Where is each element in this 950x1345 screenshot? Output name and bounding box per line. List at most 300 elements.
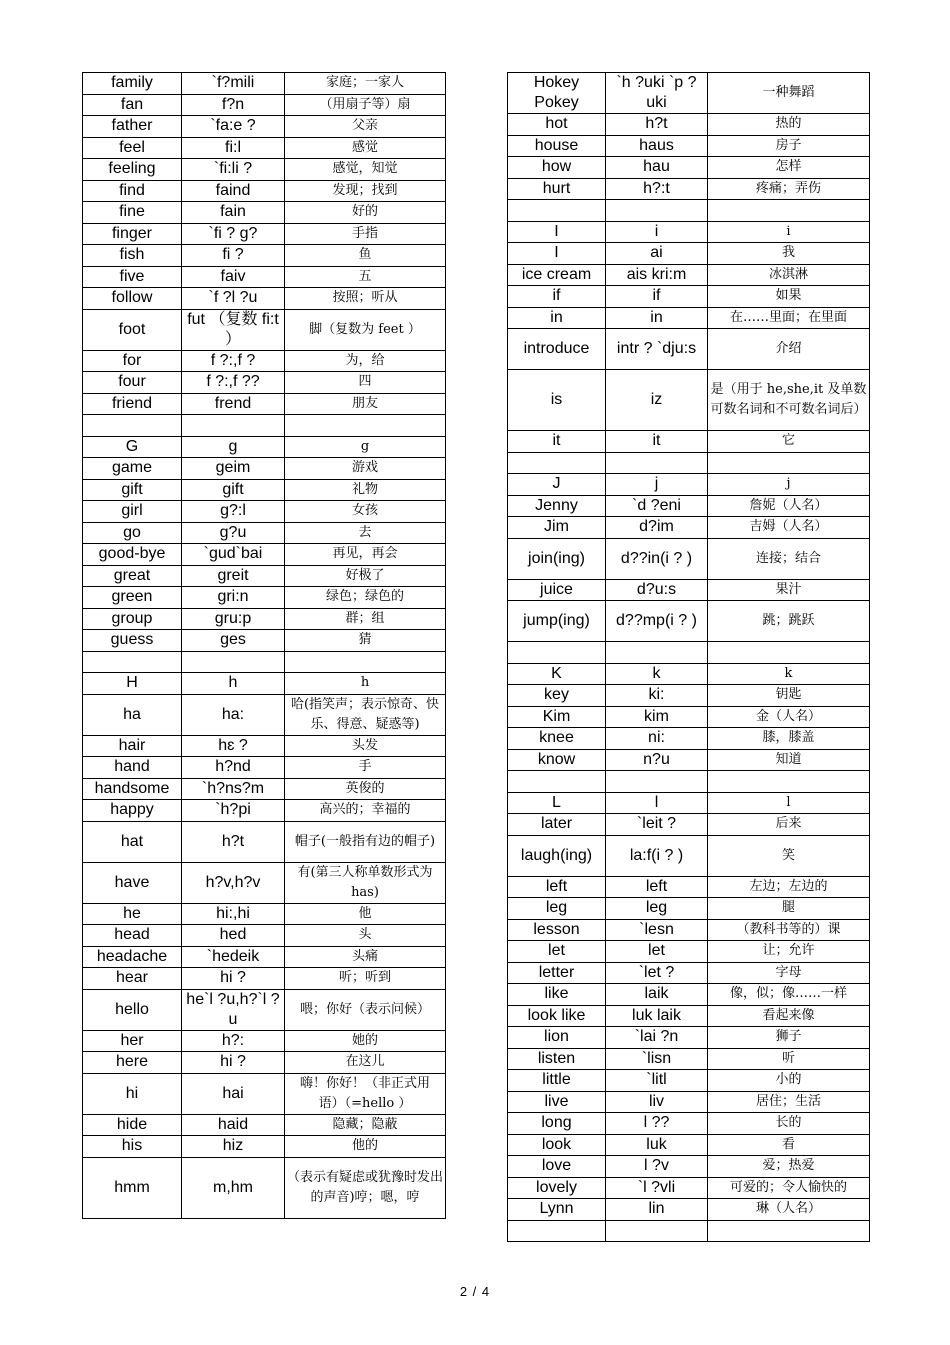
word-cell: hair <box>83 735 182 757</box>
word-cell: look like <box>508 1005 606 1027</box>
meaning-cell: 琳（人名） <box>708 1199 870 1221</box>
table-row <box>83 245 446 267</box>
word-cell: how <box>508 157 606 179</box>
word-cell <box>508 1220 606 1242</box>
word-cell: Lynn <box>508 1199 606 1221</box>
phonetic-cell: geim <box>182 458 285 480</box>
table-row <box>83 266 446 288</box>
phonetic-cell: `h?ns?m <box>182 778 285 800</box>
meaning-cell: 腿 <box>708 898 870 920</box>
phonetic-cell: haus <box>606 135 708 157</box>
table-row <box>508 1048 870 1070</box>
phonetic-cell: k <box>606 663 708 685</box>
table-row <box>83 393 446 415</box>
meaning-cell: 手指 <box>285 223 446 245</box>
phonetic-cell <box>606 200 708 222</box>
meaning-cell <box>708 200 870 222</box>
meaning-cell: 好的 <box>285 202 446 224</box>
meaning-cell: 为，给 <box>285 350 446 372</box>
phonetic-cell: `lisn <box>606 1048 708 1070</box>
meaning-cell: 看起来像 <box>708 1005 870 1027</box>
phonetic-cell: d?im <box>606 517 708 539</box>
table-row <box>508 1156 870 1178</box>
table-row <box>83 565 446 587</box>
meaning-cell: 感觉，知觉 <box>285 159 446 181</box>
table-row <box>83 757 446 779</box>
meaning-cell: 疼痛；弄伤 <box>708 178 870 200</box>
table-row <box>508 749 870 771</box>
word-cell: hello <box>83 989 182 1030</box>
phonetic-cell: `l ?vli <box>606 1177 708 1199</box>
meaning-cell: 他 <box>285 903 446 925</box>
phonetic-cell: let <box>606 941 708 963</box>
table-row <box>83 458 446 480</box>
table-row <box>83 1136 446 1158</box>
meaning-cell: 礼物 <box>285 479 446 501</box>
phonetic-cell: l ?v <box>606 1156 708 1178</box>
phonetic-cell: l ?? <box>606 1113 708 1135</box>
meaning-cell: 怎样 <box>708 157 870 179</box>
word-cell: great <box>83 565 182 587</box>
table-row <box>83 73 446 95</box>
table-row <box>508 898 870 920</box>
phonetic-cell: if <box>606 286 708 308</box>
phonetic-cell: g?u <box>182 522 285 544</box>
meaning-cell: 按照；听从 <box>285 288 446 310</box>
word-cell: juice <box>508 579 606 601</box>
meaning-cell: k <box>708 663 870 685</box>
meaning-cell: 钥匙 <box>708 685 870 707</box>
vocab-table-left <box>82 72 446 1219</box>
table-row <box>508 1134 870 1156</box>
phonetic-cell <box>606 771 708 793</box>
table-row <box>83 202 446 224</box>
table-row <box>508 1005 870 1027</box>
table-row <box>83 372 446 394</box>
phonetic-cell: ges <box>182 630 285 652</box>
meaning-cell: 绿色；绿色的 <box>285 587 446 609</box>
word-cell: laugh(ing) <box>508 835 606 876</box>
phonetic-cell: `f ?l ?u <box>182 288 285 310</box>
phonetic-cell: hi:,hi <box>182 903 285 925</box>
table-row <box>83 479 446 501</box>
table-row <box>83 862 446 903</box>
table-row <box>83 436 446 458</box>
table-row <box>508 728 870 750</box>
phonetic-cell: hi ? <box>182 1052 285 1074</box>
word-cell: G <box>83 436 182 458</box>
word-cell: love <box>508 1156 606 1178</box>
phonetic-cell: h <box>182 673 285 695</box>
table-row <box>83 137 446 159</box>
phonetic-cell: `fa:e ? <box>182 116 285 138</box>
phonetic-cell: fi ? <box>182 245 285 267</box>
word-cell: hurt <box>508 178 606 200</box>
word-cell: Jim <box>508 517 606 539</box>
word-cell: finger <box>83 223 182 245</box>
phonetic-cell: g <box>182 436 285 458</box>
meaning-cell: 一种舞蹈 <box>708 73 870 114</box>
word-cell: her <box>83 1030 182 1052</box>
table-row <box>83 1030 446 1052</box>
word-cell: look <box>508 1134 606 1156</box>
word-cell <box>508 200 606 222</box>
table-row <box>83 1073 446 1114</box>
table-row <box>508 1070 870 1092</box>
phonetic-cell: ai <box>606 243 708 265</box>
meaning-cell: 吉姆（人名） <box>708 517 870 539</box>
phonetic-cell: iz <box>606 370 708 431</box>
word-cell: green <box>83 587 182 609</box>
phonetic-cell: liv <box>606 1091 708 1113</box>
table-row <box>83 223 446 245</box>
phonetic-cell: `fi:li ? <box>182 159 285 181</box>
meaning-cell: 像，似；像……一样 <box>708 984 870 1006</box>
word-cell: here <box>83 1052 182 1074</box>
phonetic-cell <box>606 642 708 664</box>
table-row <box>508 706 870 728</box>
phonetic-cell: laik <box>606 984 708 1006</box>
table-row <box>508 114 870 136</box>
word-cell: fan <box>83 94 182 116</box>
phonetic-cell: hiz <box>182 1136 285 1158</box>
word-cell: Kim <box>508 706 606 728</box>
phonetic-cell: ni: <box>606 728 708 750</box>
phonetic-cell: d?u:s <box>606 579 708 601</box>
word-cell <box>508 452 606 474</box>
phonetic-cell: haid <box>182 1114 285 1136</box>
meaning-cell: 发现；找到 <box>285 180 446 202</box>
meaning-cell: 小的 <box>708 1070 870 1092</box>
phonetic-cell: ki: <box>606 685 708 707</box>
word-cell <box>508 771 606 793</box>
table-row <box>508 1199 870 1221</box>
phonetic-cell: n?u <box>606 749 708 771</box>
meaning-cell: 她的 <box>285 1030 446 1052</box>
word-cell: is <box>508 370 606 431</box>
phonetic-cell: hed <box>182 925 285 947</box>
phonetic-cell: f ?:,f ?? <box>182 372 285 394</box>
meaning-cell: 让；允许 <box>708 941 870 963</box>
meaning-cell: 鱼 <box>285 245 446 267</box>
phonetic-cell: ha: <box>182 694 285 735</box>
table-row <box>508 601 870 642</box>
meaning-cell <box>285 415 446 437</box>
meaning-cell: 五 <box>285 266 446 288</box>
meaning-cell: 头痛 <box>285 946 446 968</box>
meaning-cell: 感觉 <box>285 137 446 159</box>
word-cell: house <box>508 135 606 157</box>
phonetic-cell: fi:l <box>182 137 285 159</box>
table-row <box>508 73 870 114</box>
meaning-cell: （表示有疑虑或犹豫时发出的声音)哼；嗯，哼 <box>285 1157 446 1218</box>
word-cell: left <box>508 876 606 898</box>
phonetic-cell: `leit ? <box>606 814 708 836</box>
table-row <box>83 159 446 181</box>
table-row <box>83 544 446 566</box>
table-row <box>508 286 870 308</box>
table-row <box>83 630 446 652</box>
word-cell: live <box>508 1091 606 1113</box>
word-cell: feeling <box>83 159 182 181</box>
word-cell: like <box>508 984 606 1006</box>
meaning-cell: 脚（复数为 feet ） <box>285 309 446 350</box>
meaning-cell: h <box>285 673 446 695</box>
meaning-cell: 字母 <box>708 962 870 984</box>
word-cell: fish <box>83 245 182 267</box>
table-row <box>508 264 870 286</box>
word-cell: if <box>508 286 606 308</box>
meaning-cell: 看 <box>708 1134 870 1156</box>
phonetic-cell: h?:t <box>606 178 708 200</box>
table-row <box>83 94 446 116</box>
word-cell: fine <box>83 202 182 224</box>
meaning-cell: 詹妮（人名） <box>708 495 870 517</box>
meaning-cell: 知道 <box>708 749 870 771</box>
table-row <box>508 1027 870 1049</box>
table-row <box>508 1177 870 1199</box>
word-cell: girl <box>83 501 182 523</box>
meaning-cell <box>708 452 870 474</box>
table-row <box>508 771 870 793</box>
phonetic-cell: `h?pi <box>182 800 285 822</box>
table-row <box>508 329 870 370</box>
table-row <box>508 135 870 157</box>
meaning-cell: 嗨！你好！（非正式用语）（=hello ） <box>285 1073 446 1114</box>
table-row <box>508 221 870 243</box>
phonetic-cell: luk <box>606 1134 708 1156</box>
table-row <box>508 307 870 329</box>
table-row <box>508 1113 870 1135</box>
word-cell: Hokey Pokey <box>508 73 606 114</box>
meaning-cell: 长的 <box>708 1113 870 1135</box>
word-cell: hear <box>83 968 182 990</box>
phonetic-cell <box>182 415 285 437</box>
table-row <box>83 1114 446 1136</box>
phonetic-cell: h?t <box>606 114 708 136</box>
meaning-cell: 房子 <box>708 135 870 157</box>
word-cell: J <box>508 474 606 496</box>
table-row <box>508 579 870 601</box>
phonetic-cell: f ?:,f ? <box>182 350 285 372</box>
meaning-cell: 连接；结合 <box>708 538 870 579</box>
table-row <box>83 288 446 310</box>
word-cell: have <box>83 862 182 903</box>
word-cell: find <box>83 180 182 202</box>
table-row <box>508 919 870 941</box>
table-row <box>508 876 870 898</box>
meaning-cell: l <box>708 792 870 814</box>
table-row <box>83 800 446 822</box>
table-row <box>83 989 446 1030</box>
phonetic-cell: in <box>606 307 708 329</box>
word-cell: it <box>508 431 606 453</box>
word-cell: hmm <box>83 1157 182 1218</box>
table-row <box>508 835 870 876</box>
phonetic-cell: h?t <box>182 821 285 862</box>
word-cell: hi <box>83 1073 182 1114</box>
word-cell: five <box>83 266 182 288</box>
phonetic-cell: leg <box>606 898 708 920</box>
meaning-cell: 如果 <box>708 286 870 308</box>
phonetic-cell: `d ?eni <box>606 495 708 517</box>
meaning-cell: 它 <box>708 431 870 453</box>
word-cell <box>508 642 606 664</box>
table-row <box>83 587 446 609</box>
table-row <box>508 814 870 836</box>
word-cell: long <box>508 1113 606 1135</box>
table-row <box>508 452 870 474</box>
meaning-cell: 后来 <box>708 814 870 836</box>
table-row <box>83 501 446 523</box>
phonetic-cell: faiv <box>182 266 285 288</box>
phonetic-cell: greit <box>182 565 285 587</box>
meaning-cell: 英俊的 <box>285 778 446 800</box>
word-cell: hand <box>83 757 182 779</box>
table-row <box>508 517 870 539</box>
phonetic-cell: hau <box>606 157 708 179</box>
table-row <box>83 415 446 437</box>
table-row <box>83 925 446 947</box>
table-row <box>83 673 446 695</box>
meaning-cell: （用扇子等）扇 <box>285 94 446 116</box>
word-cell: introduce <box>508 329 606 370</box>
meaning-cell: 手 <box>285 757 446 779</box>
table-row <box>508 792 870 814</box>
meaning-cell: 头发 <box>285 735 446 757</box>
meaning-cell: 听；听到 <box>285 968 446 990</box>
table-row <box>508 642 870 664</box>
meaning-cell: 去 <box>285 522 446 544</box>
phonetic-cell: faind <box>182 180 285 202</box>
meaning-cell: 左边；左边的 <box>708 876 870 898</box>
word-cell <box>83 651 182 673</box>
table-row <box>83 735 446 757</box>
table-row <box>508 474 870 496</box>
meaning-cell: i <box>708 221 870 243</box>
meaning-cell: 猜 <box>285 630 446 652</box>
meaning-cell: 朋友 <box>285 393 446 415</box>
phonetic-cell: kim <box>606 706 708 728</box>
meaning-cell: 父亲 <box>285 116 446 138</box>
word-cell: ha <box>83 694 182 735</box>
phonetic-cell: hai <box>182 1073 285 1114</box>
meaning-cell: 女孩 <box>285 501 446 523</box>
meaning-cell: 我 <box>708 243 870 265</box>
word-cell: letter <box>508 962 606 984</box>
meaning-cell: 四 <box>285 372 446 394</box>
word-cell: lovely <box>508 1177 606 1199</box>
phonetic-cell: m,hm <box>182 1157 285 1218</box>
meaning-cell: 游戏 <box>285 458 446 480</box>
phonetic-cell: `lesn <box>606 919 708 941</box>
meaning-cell: 在……里面；在里面 <box>708 307 870 329</box>
table-row <box>508 941 870 963</box>
meaning-cell: 可爱的；令人愉快的 <box>708 1177 870 1199</box>
word-cell: his <box>83 1136 182 1158</box>
table-row <box>508 538 870 579</box>
meaning-cell: 果汁 <box>708 579 870 601</box>
word-cell: game <box>83 458 182 480</box>
word-cell: listen <box>508 1048 606 1070</box>
meaning-cell: 金（人名） <box>708 706 870 728</box>
meaning-cell: 跳；跳跃 <box>708 601 870 642</box>
meaning-cell: g <box>285 436 446 458</box>
phonetic-cell: d??mp(i ? ) <box>606 601 708 642</box>
table-row <box>508 685 870 707</box>
word-cell: in <box>508 307 606 329</box>
phonetic-cell: he`l ?u,h?`l ?u <box>182 989 285 1030</box>
table-row <box>83 608 446 630</box>
table-row <box>508 431 870 453</box>
meaning-cell: 介绍 <box>708 329 870 370</box>
table-row <box>508 1220 870 1242</box>
meaning-cell: 爱；热爱 <box>708 1156 870 1178</box>
word-cell: foot <box>83 309 182 350</box>
phonetic-cell: `litl <box>606 1070 708 1092</box>
meaning-cell: 群；组 <box>285 608 446 630</box>
phonetic-cell: h?v,h?v <box>182 862 285 903</box>
meaning-cell: 哈(指笑声；表示惊奇、快乐、得意、疑惑等) <box>285 694 446 735</box>
table-row <box>83 903 446 925</box>
word-cell: lion <box>508 1027 606 1049</box>
table-row <box>83 946 446 968</box>
table-row <box>83 694 446 735</box>
word-cell: friend <box>83 393 182 415</box>
word-cell: know <box>508 749 606 771</box>
word-cell: ice cream <box>508 264 606 286</box>
phonetic-cell: h?: <box>182 1030 285 1052</box>
meaning-cell: 隐藏；隐蔽 <box>285 1114 446 1136</box>
meaning-cell: 冰淇淋 <box>708 264 870 286</box>
table-row <box>508 962 870 984</box>
phonetic-cell: gru:p <box>182 608 285 630</box>
word-cell: follow <box>83 288 182 310</box>
phonetic-cell: gift <box>182 479 285 501</box>
meaning-cell: （教科书等的）课 <box>708 919 870 941</box>
table-row <box>508 178 870 200</box>
phonetic-cell: g?:l <box>182 501 285 523</box>
meaning-cell: 有(第三人称单数形式为 has) <box>285 862 446 903</box>
phonetic-cell: d??in(i ? ) <box>606 538 708 579</box>
meaning-cell: 居住；生活 <box>708 1091 870 1113</box>
meaning-cell: 帽子(一般指有边的帽子) <box>285 821 446 862</box>
table-row <box>508 243 870 265</box>
phonetic-cell: la:f(i ? ) <box>606 835 708 876</box>
meaning-cell <box>285 651 446 673</box>
word-cell: handsome <box>83 778 182 800</box>
table-row <box>508 157 870 179</box>
phonetic-cell: `fi ? g? <box>182 223 285 245</box>
phonetic-cell: hɛ ? <box>182 735 285 757</box>
word-cell: knee <box>508 728 606 750</box>
phonetic-cell: intr ? `dju:s <box>606 329 708 370</box>
table-row <box>508 200 870 222</box>
phonetic-cell: `lai ?n <box>606 1027 708 1049</box>
word-cell: he <box>83 903 182 925</box>
meaning-cell: 家庭；一家人 <box>285 73 446 95</box>
phonetic-cell: frend <box>182 393 285 415</box>
meaning-cell: 热的 <box>708 114 870 136</box>
vocab-table-right <box>507 72 870 1242</box>
table-row <box>83 309 446 350</box>
phonetic-cell: fut （复数 fi:t ） <box>182 309 285 350</box>
phonetic-cell: `hedeik <box>182 946 285 968</box>
table-row <box>83 1157 446 1218</box>
meaning-cell: 再见，再会 <box>285 544 446 566</box>
word-cell: I <box>508 243 606 265</box>
table-row <box>83 180 446 202</box>
